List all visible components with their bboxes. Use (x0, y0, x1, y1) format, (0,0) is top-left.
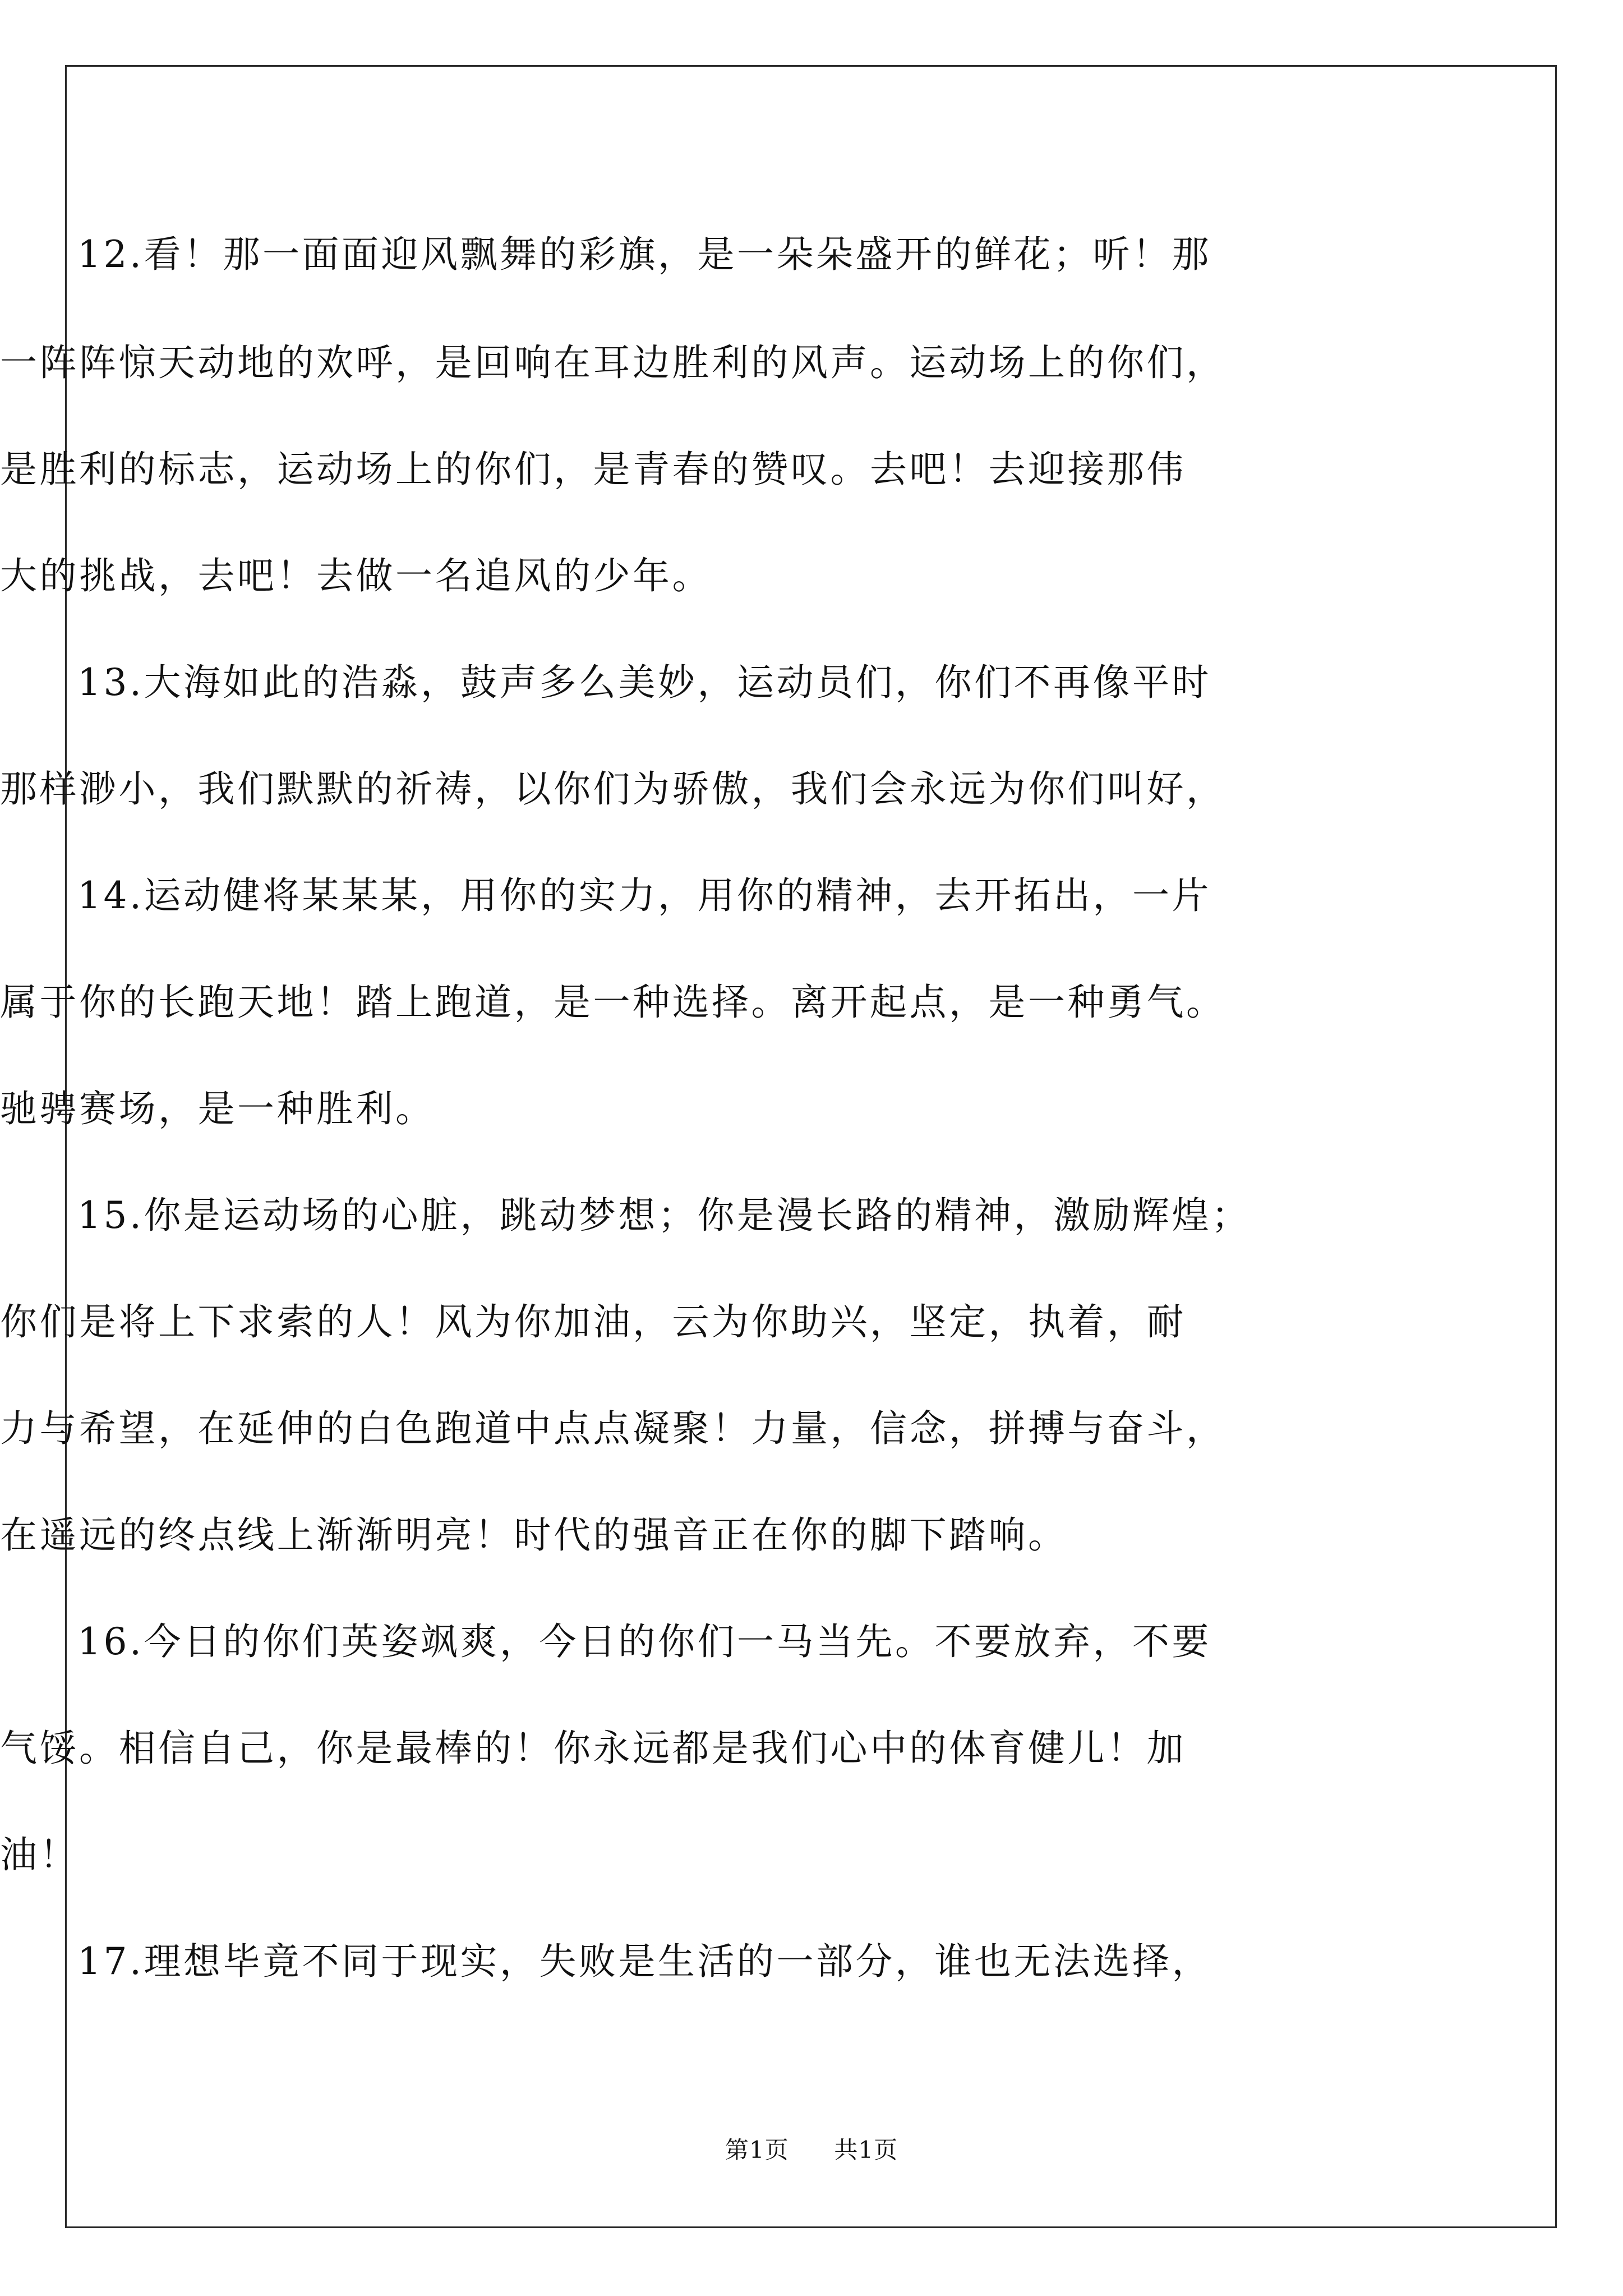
page-footer (0, 2133, 1623, 2167)
page-number-total: 共1页 (834, 2136, 898, 2164)
paragraph-14-line-3: 驰骋赛场，是一种胜利。 (0, 1087, 435, 1130)
paragraph-13-line-2: 那样渺小，我们默默的祈祷，以你们为骄傲，我们会永远为你们叫好， (0, 767, 1226, 811)
paragraph-13-line-1: 13.大海如此的浩淼，鼓声多么美妙，运动员们，你们不再像平时 (77, 661, 1211, 704)
paragraph-16-line-3: 油！ (0, 1833, 79, 1876)
paragraph-16-line-2: 气馁。相信自己，你是最棒的！你永远都是我们心中的体育健儿！加 (0, 1727, 1186, 1770)
paragraph-16-line-1: 16.今日的你们英姿飒爽，今日的你们一马当先。不要放弃，不要 (77, 1620, 1211, 1663)
paragraph-15-line-1: 15.你是运动场的心脏，跳动梦想；你是漫长路的精神，激励辉煌； (77, 1194, 1251, 1237)
paragraph-12-line-4: 大的挑战，去吧！去做一名追风的少年。 (0, 554, 712, 597)
paragraph-14-line-2: 属于你的长跑天地！踏上跑道，是一种选择。离开起点，是一种勇气。 (0, 981, 1226, 1024)
paragraph-12-line-2: 一阵阵惊天动地的欢呼，是回响在耳边胜利的风声。运动场上的你们， (0, 341, 1226, 384)
paragraph-12-line-1: 12.看！那一面面迎风飘舞的彩旗，是一朵朵盛开的鲜花；听！那 (77, 233, 1211, 276)
paragraph-12-line-3: 是胜利的标志，运动场上的你们，是青春的赞叹。去吧！去迎接那伟 (0, 448, 1186, 491)
page-number-current: 第1页 (725, 2136, 789, 2164)
paragraph-15-line-3: 力与希望，在延伸的白色跑道中点点凝聚！力量，信念，拼搏与奋斗， (0, 1407, 1226, 1450)
paragraph-15-line-2: 你们是将上下求索的人！风为你加油，云为你助兴，坚定，执着，耐 (0, 1300, 1186, 1343)
paragraph-14-line-1: 14.运动健将某某某，用你的实力，用你的精神，去开拓出，一片 (77, 874, 1211, 917)
paragraph-15-line-4: 在遥远的终点线上渐渐明亮！时代的强音正在你的脚下踏响。 (0, 1513, 1068, 1557)
paragraph-17-line-1: 17.理想毕竟不同于现实，失败是生活的一部分，谁也无法选择， (77, 1940, 1211, 1983)
